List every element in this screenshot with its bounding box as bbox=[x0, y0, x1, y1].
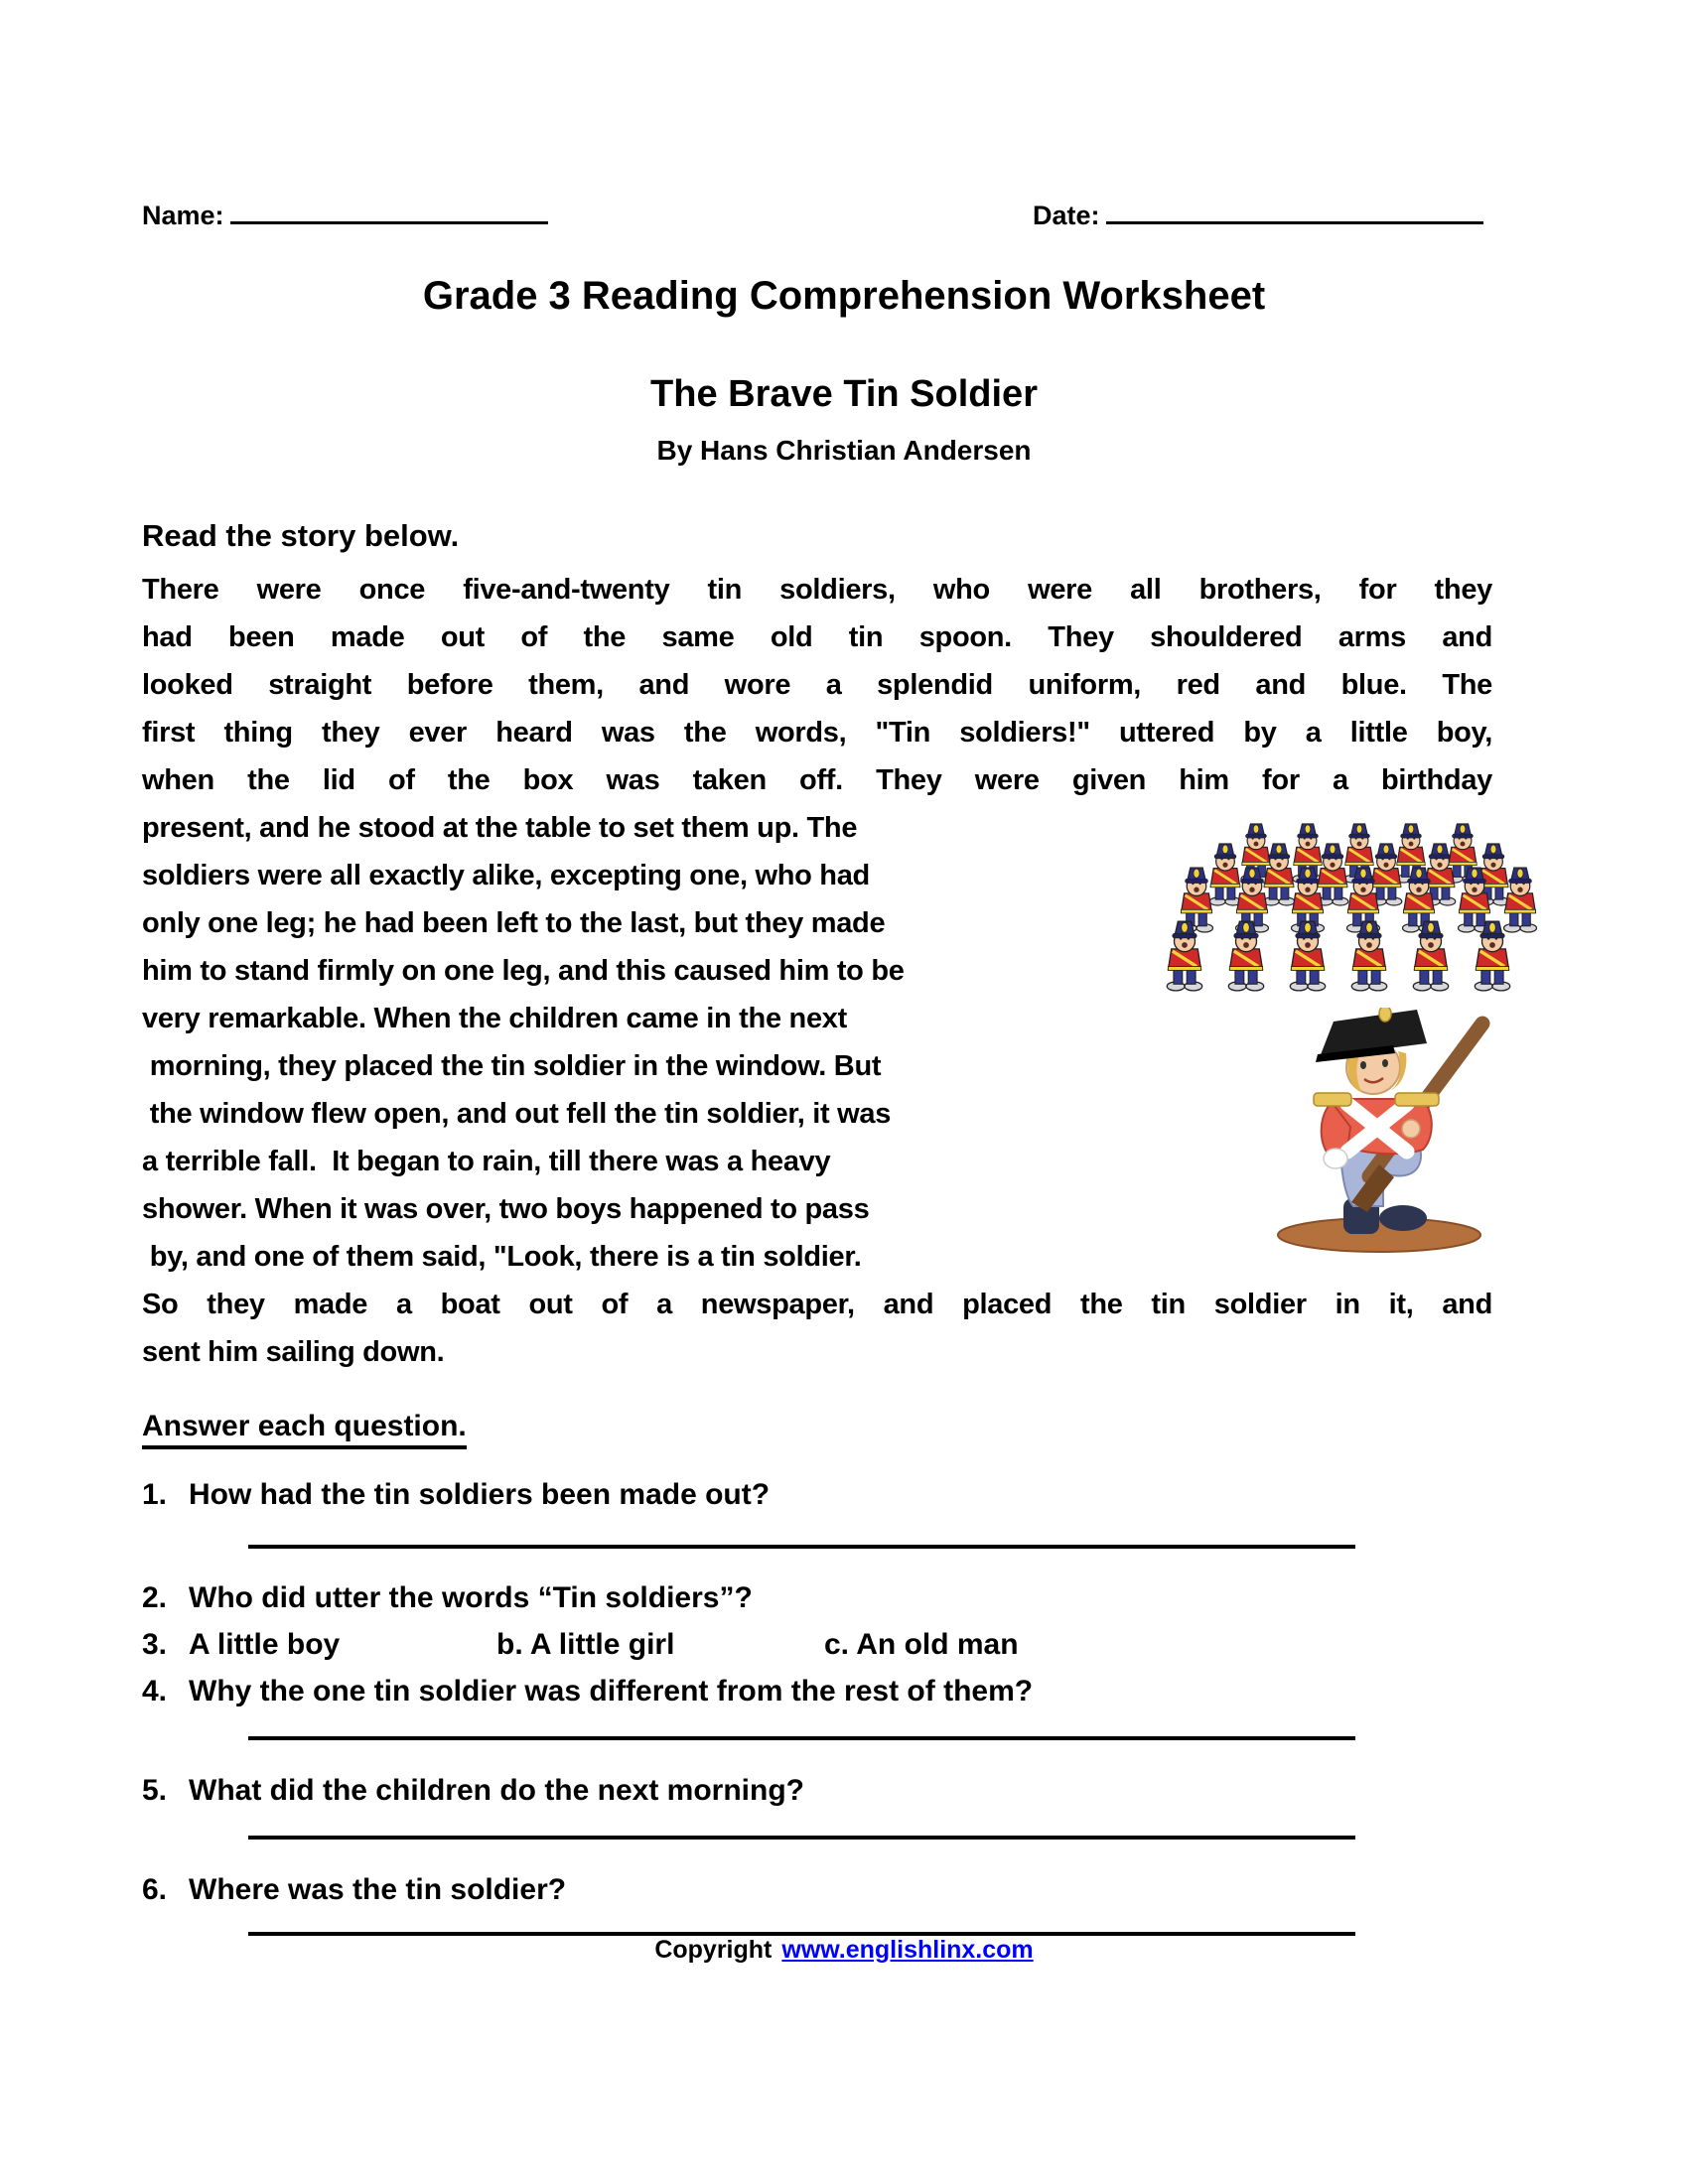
story-line: very remarkable. When the children came in the next bbox=[142, 1003, 847, 1034]
question-number: 5. bbox=[142, 1774, 168, 1807]
page-title: Grade 3 Reading Comprehension Worksheet bbox=[422, 274, 1266, 318]
answer-blank bbox=[248, 1545, 1355, 1549]
question-number: 3. bbox=[142, 1628, 168, 1661]
story-line: There were once five-and-twenty tin soldiers, who were all brothers, for they bbox=[142, 574, 1492, 606]
answer-blank bbox=[248, 1836, 1355, 1840]
tin-soldier-illustration bbox=[1262, 1008, 1510, 1256]
copyright-label: Copyright bbox=[654, 1936, 773, 1964]
story-text bbox=[142, 566, 1492, 1376]
question-number: 2. bbox=[142, 1581, 168, 1614]
story-line: the window flew open, and out fell the tin soldier, it was bbox=[142, 1098, 892, 1130]
story-line: present, and he stood at the table to set them up. The bbox=[142, 812, 858, 844]
question-5 bbox=[142, 1767, 1492, 1815]
story-line: shower. When it was over, two boys happened to pass bbox=[142, 1193, 870, 1225]
date-field bbox=[1033, 195, 1483, 231]
englishlinx-link[interactable]: www.englishlinx.com bbox=[781, 1936, 1034, 1964]
story-line: him to stand firmly on one leg, and this caused him to be bbox=[142, 955, 905, 987]
question-number: 4. bbox=[142, 1675, 168, 1707]
question-number: 1. bbox=[142, 1478, 168, 1511]
story-line: soldiers were all exactly alike, excepting one, who had bbox=[142, 860, 870, 891]
story-line: by, and one of them said, "Look, there is a tin soldier. bbox=[142, 1241, 862, 1273]
question-text: Where was the tin soldier? bbox=[189, 1873, 567, 1906]
story-line: morning, they placed the tin soldier in the window. But bbox=[142, 1050, 882, 1082]
name-blank-line bbox=[230, 195, 548, 224]
story-title: The Brave Tin Soldier bbox=[650, 373, 1038, 415]
story-line: first thing they ever heard was the words, "Tin soldiers!" uttered by a little boy, bbox=[142, 717, 1492, 749]
date-blank-line bbox=[1106, 195, 1483, 224]
questions-heading: Answer each question. bbox=[142, 1410, 467, 1449]
name-field bbox=[142, 195, 548, 231]
story-line: had been made out of the same old tin spoon. They shouldered arms and bbox=[142, 621, 1492, 653]
name-label: Name: bbox=[142, 201, 224, 230]
question-4 bbox=[142, 1668, 1492, 1715]
read-story-instruction: Read the story below. bbox=[142, 518, 460, 553]
story-line: So they made a boat out of a newspaper, and placed the tin soldier in it, and bbox=[142, 1289, 1492, 1320]
question-1 bbox=[142, 1471, 1492, 1519]
story-line: looked straight before them, and wore a splendid uniform, red and blue. The bbox=[142, 669, 1492, 701]
story-line: when the lid of the box was taken off. They were given him for a birthday bbox=[142, 764, 1492, 796]
question-text: Why the one tin soldier was different from the rest of them? bbox=[189, 1675, 1034, 1707]
story-illustration bbox=[1155, 822, 1562, 1256]
option-a: A little boy bbox=[189, 1628, 341, 1661]
footer bbox=[0, 1936, 1688, 1965]
question-text: How had the tin soldiers been made out? bbox=[189, 1478, 771, 1511]
story-line: a terrible fall. It began to rain, till there was a heavy bbox=[142, 1146, 831, 1177]
date-label: Date: bbox=[1033, 201, 1100, 230]
story-byline: By Hans Christian Andersen bbox=[656, 435, 1032, 466]
question-2 bbox=[142, 1574, 1492, 1622]
story-line: sent him sailing down. bbox=[142, 1336, 445, 1368]
tin-soldiers-group-illustration bbox=[1155, 822, 1547, 993]
question-3-options bbox=[142, 1621, 1492, 1669]
answer-blank bbox=[248, 1736, 1355, 1740]
question-6 bbox=[142, 1866, 1492, 1914]
question-text: What did the children do the next morning? bbox=[189, 1774, 804, 1807]
story-line: only one leg; he had been left to the last, but they made bbox=[142, 907, 886, 939]
option-c: c. An old man bbox=[824, 1628, 1019, 1661]
option-b: b. A little girl bbox=[496, 1628, 675, 1661]
question-number: 6. bbox=[142, 1873, 168, 1906]
question-text: Who did utter the words “Tin soldiers”? bbox=[189, 1581, 753, 1614]
